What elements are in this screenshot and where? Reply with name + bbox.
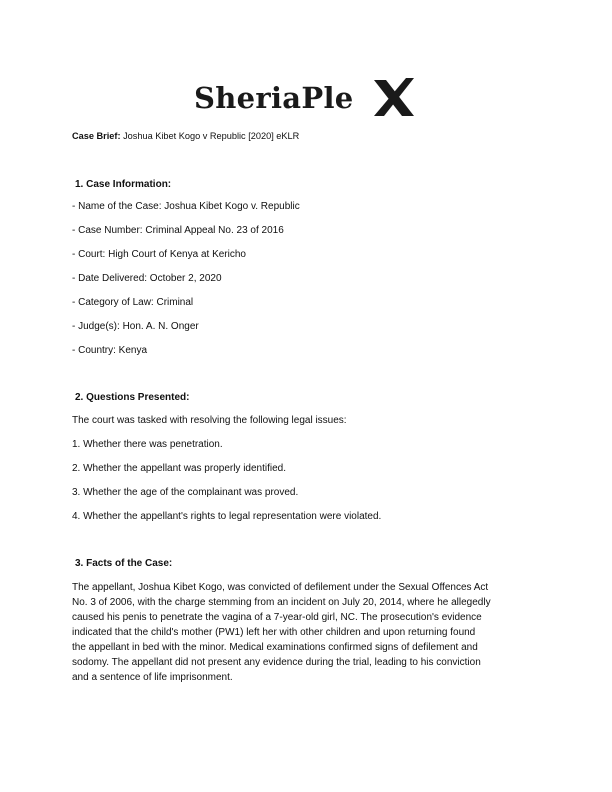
case-brief-line [72, 131, 299, 141]
questions-intro: The court was tasked with resolving the following legal issues: [72, 415, 347, 426]
facts-paragraph [72, 580, 542, 685]
logo-x-mark-icon [372, 76, 416, 118]
case-brief-value: Joshua Kibet Kogo v Republic [2020] eKLR [123, 131, 300, 141]
question-item: 2. Whether the appellant was properly identified. [72, 463, 287, 474]
case-info-item: - Name of the Case: Joshua Kibet Kogo v. Republic [72, 201, 300, 212]
question-item: 3. Whether the age of the complainant was proved. [72, 487, 299, 498]
case-info-item: - Country: Kenya [72, 345, 148, 356]
case-info-item: - Court: High Court of Kenya at Kericho [72, 249, 246, 260]
question-item: 1. Whether there was penetration. [72, 439, 223, 450]
section-title-questions-presented: 2. Questions Presented: [75, 392, 190, 403]
facts-line: and a sentence of life imprisonment. [72, 672, 233, 683]
case-info-item: - Date Delivered: October 2, 2020 [72, 273, 222, 284]
case-info-item: - Case Number: Criminal Appeal No. 23 of 2016 [72, 225, 284, 236]
section-title-case-information: 1. Case Information: [75, 179, 172, 190]
case-brief-label: Case Brief: [72, 131, 121, 141]
facts-line: sodomy. The appellant did not present any evidence during the trial, leading to his conviction [72, 657, 481, 668]
facts-line: The appellant, Joshua Kibet Kogo, was convicted of defilement under the Sexual Offences Act [72, 582, 489, 593]
case-info-item: - Category of Law: Criminal [72, 297, 194, 308]
facts-line: indicated that the child's mother (PW1) left her with other children and upon returning found [72, 627, 476, 638]
facts-line: No. 3 of 2006, with the charge stemming from an incident on July 20, 2014, where he allegedly [72, 597, 491, 608]
case-info-item: - Judge(s): Hon. A. N. Onger [72, 321, 199, 332]
sheriaplex-logo [0, 74, 612, 124]
question-item: 4. Whether the appellant's rights to legal representation were violated. [72, 511, 382, 522]
facts-line: the appellant in bed with the minor. Medical examinations confirmed signs of defilement and [72, 642, 478, 653]
facts-line: caused his penis to penetrate the vagina of a 7-year-old girl, NC. The prosecution's evidence [72, 612, 482, 623]
logo-text: SheriaPle [194, 81, 354, 115]
section-title-facts: 3. Facts of the Case: [75, 558, 173, 569]
